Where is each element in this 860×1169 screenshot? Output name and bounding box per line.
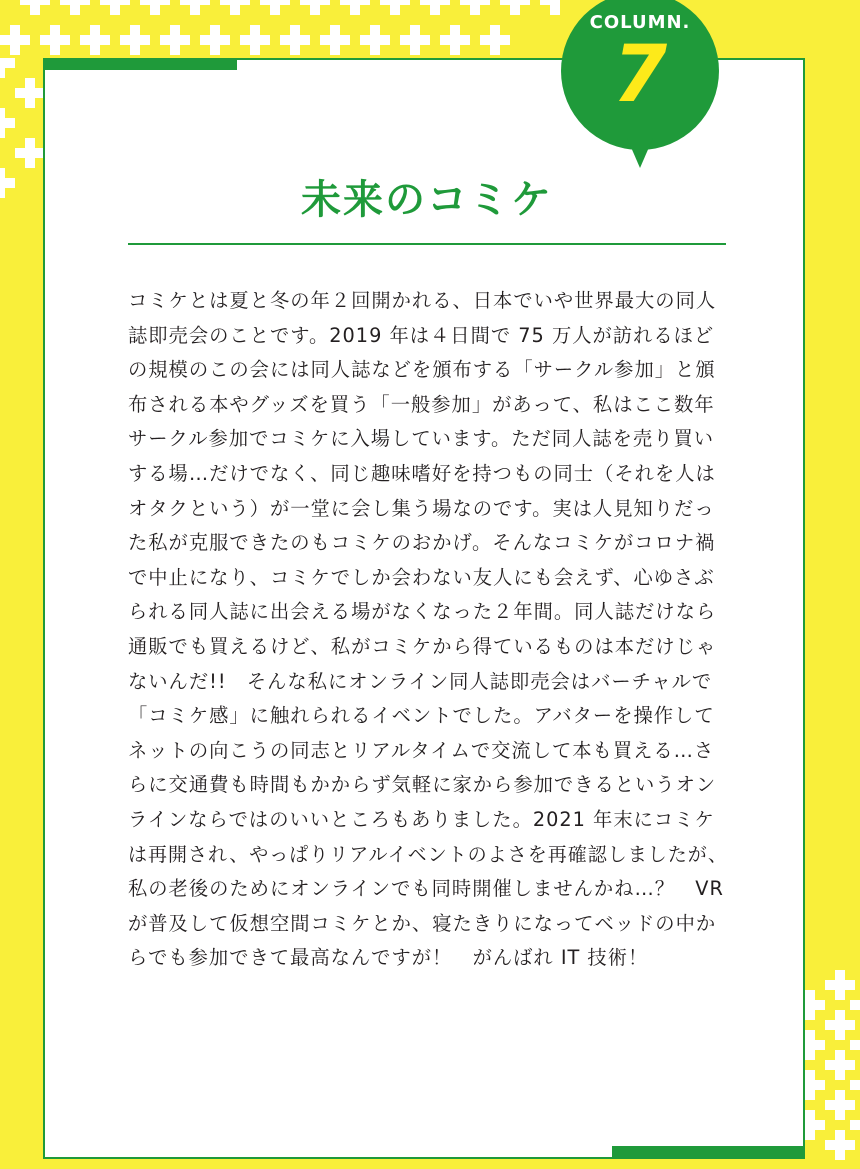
decorative-plus-pattern-top [0,0,560,58]
body-line: られる同人誌に出会える場がなくなった２年間。同人誌だけなら [128,600,717,624]
body-paragraph [128,284,728,976]
body-line: は再開され、やっぱりリアルイベントのよさを再確認しましたが、 [128,842,728,866]
title-divider [128,243,726,245]
body-line: ラインならではのいいところもありました。2021 年末にコミケ [128,807,715,831]
body-line: 誌即売会のことです。2019 年は４日間で 75 万人が訪れるほど [128,323,715,347]
body-line: 私の老後のためにオンラインでも同時開催しませんかね…？ VR [128,877,724,901]
column-badge-tail [627,138,653,168]
body-line: サークル参加でコミケに入場しています。ただ同人誌を売り買い [128,427,715,451]
body-line: 布される本やグッズを買う「一般参加」があって、私はここ数年 [128,392,715,416]
body-line: らに交通費も時間もかからず気軽に家から参加できるというオン [128,773,717,797]
decorative-plus-pattern-right [805,970,860,1169]
body-line: 通販でも買えるけど、私がコミケから得ているものは本だけじゃ [128,634,717,658]
body-line: する場…だけでなく、同じ趣味嗜好を持つもの同士（それを人は [128,461,716,485]
body-line: コミケとは夏と冬の年２回開かれる、日本でいや世界最大の同人 [128,289,717,312]
column-label: COLUMN. [589,12,691,33]
body-line: オタクという）が一堂に会し集う場なのです。実は人見知りだっ [128,496,715,520]
card-accent-bottom [612,1146,805,1158]
body-line: ネットの向こうの同志とリアルタイムで交流して本も買える…さ [128,738,715,762]
body-line: で中止になり、コミケでしか会わない友人にも会えず、心ゆさぶ [128,565,715,589]
body-line: ないんだ!! そんな私にオンライン同人誌即売会はバーチャルで [128,669,713,693]
page-title: 未来のコミケ [301,177,553,223]
body-line: 「コミケ感」に触れられるイベントでした。アバターを操作して [128,704,715,728]
body-line: の規模のこの会には同人誌などを頒布する「サークル参加」と頒 [128,358,716,382]
body-line: が普及して仮想空間コミケとか、寝たきりになってベッドの中か [128,911,717,935]
card-accent-top [43,58,237,70]
column-number: 7 [612,30,668,120]
body-line: らでも参加できて最高なんですが！ がんばれ IT 技術！ [128,946,649,970]
decorative-plus-pattern-left [0,58,43,198]
body-line: た私が克服できたのもコミケのおかげ。そんなコミケがコロナ禍 [128,531,716,555]
